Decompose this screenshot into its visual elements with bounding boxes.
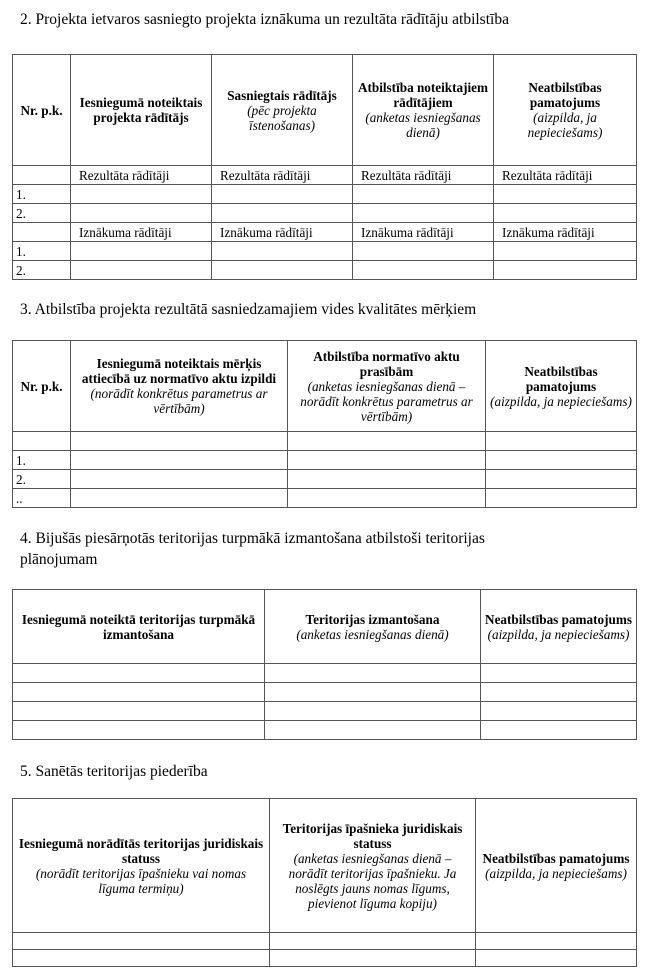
- table-row: [13, 721, 637, 740]
- table-row: [13, 432, 637, 451]
- table-row: [13, 261, 637, 280]
- row-number: 1.: [13, 451, 71, 470]
- table-row: [13, 470, 637, 489]
- row-number: 1.: [13, 242, 71, 261]
- section-5-heading: 5. Sanētās teritorijas piederība: [20, 763, 208, 780]
- group-label: Rezultāta rādītāji: [71, 166, 212, 185]
- table-row: [13, 185, 637, 204]
- environmental-goals-table: [12, 340, 637, 508]
- table-header-row: [13, 799, 637, 933]
- row-number: 2.: [13, 204, 71, 223]
- row-number: ..: [13, 489, 71, 508]
- header-regulatory-compliance: Atbilstība normatīvo aktu prasībām (anketas iesniegšanas dienā – norādīt konkrētus parametrus ar vērtībām): [288, 341, 486, 432]
- header-achieved-indicator: Sasniegtais rādītājs (pēc projekta īstenošanas): [212, 55, 353, 166]
- table-row: [13, 950, 637, 967]
- header-declared-use: Iesniegumā noteiktā teritorijas turpmākā izmantošana: [13, 590, 265, 664]
- table-header-row: [13, 55, 637, 166]
- section-4-heading: 4. Bijušās piesārņotās teritorijas turpmākā izmantošana atbilstoši teritorijas: [20, 530, 485, 547]
- section-3-heading: 3. Atbilstība projekta rezultātā sasniedzamajiem vides kvalitātes mērķiem: [20, 301, 477, 318]
- row-number: 1.: [13, 185, 71, 204]
- header-justification: Neatbilstības pamatojums (aizpilda, ja nepieciešams): [494, 55, 637, 166]
- table-header-row: [13, 590, 637, 664]
- table-row: [13, 683, 637, 702]
- table-row: [13, 451, 637, 470]
- header-compliance: Atbilstība noteiktajiem rādītājiem (anketas iesniegšanas dienā): [353, 55, 494, 166]
- header-owner-status: Teritorijas īpašnieka juridiskais statuss (anketas iesniegšanas dienā – norādīt teritorijas īpašnieku. Ja noslēgts jauns nomas līgums, pievienot līguma kopiju): [270, 799, 476, 933]
- table-row: [13, 664, 637, 683]
- group-row-outputs: [13, 223, 637, 242]
- header-declared-indicator: Iesniegumā noteiktais projekta rādītājs: [71, 55, 212, 166]
- group-label: Iznākuma rādītāji: [71, 223, 212, 242]
- group-row-results: [13, 166, 637, 185]
- row-number: 2.: [13, 470, 71, 489]
- header-justification: Neatbilstības pamatojums (aizpilda, ja nepieciešams): [486, 341, 637, 432]
- row-number: 2.: [13, 261, 71, 280]
- row-number: [13, 432, 71, 451]
- group-label: Iznākuma rādītāji: [494, 223, 637, 242]
- table-row: [13, 204, 637, 223]
- header-territory-use: Teritorijas izmantošana (anketas iesniegšanas dienā): [265, 590, 481, 664]
- table-row: [13, 489, 637, 508]
- territory-ownership-table: [12, 798, 637, 967]
- group-label: Rezultāta rādītāji: [353, 166, 494, 185]
- table-row: [13, 702, 637, 721]
- table-row: [13, 242, 637, 261]
- group-label: Iznākuma rādītāji: [212, 223, 353, 242]
- header-nr: Nr. p.k.: [13, 55, 71, 166]
- territory-use-table: [12, 589, 637, 740]
- section-2-heading: 2. Projekta ietvaros sasniegto projekta iznākuma un rezultāta rādītāju atbilstība: [20, 11, 509, 28]
- header-nr: Nr. p.k.: [13, 341, 71, 432]
- indicators-table: [12, 54, 637, 280]
- header-justification: Neatbilstības pamatojums (aizpilda, ja nepieciešams): [476, 799, 637, 933]
- group-label: Iznākuma rādītāji: [353, 223, 494, 242]
- group-label: Rezultāta rādītāji: [212, 166, 353, 185]
- table-header-row: [13, 341, 637, 432]
- table-row: [13, 933, 637, 950]
- group-label: Rezultāta rādītāji: [494, 166, 637, 185]
- header-declared-goal: Iesniegumā noteiktais mērķis attiecībā uz normatīvo aktu izpildi (norādīt konkrētus parametrus ar vērtībām): [71, 341, 288, 432]
- header-declared-status: Iesniegumā norādītās teritorijas juridiskais statuss (norādīt teritorijas īpašnieku vai nomas līguma termiņu): [13, 799, 270, 933]
- header-justification: Neatbilstības pamatojums (aizpilda, ja nepieciešams): [481, 590, 637, 664]
- section-4-heading-line2: plānojumam: [20, 551, 98, 568]
